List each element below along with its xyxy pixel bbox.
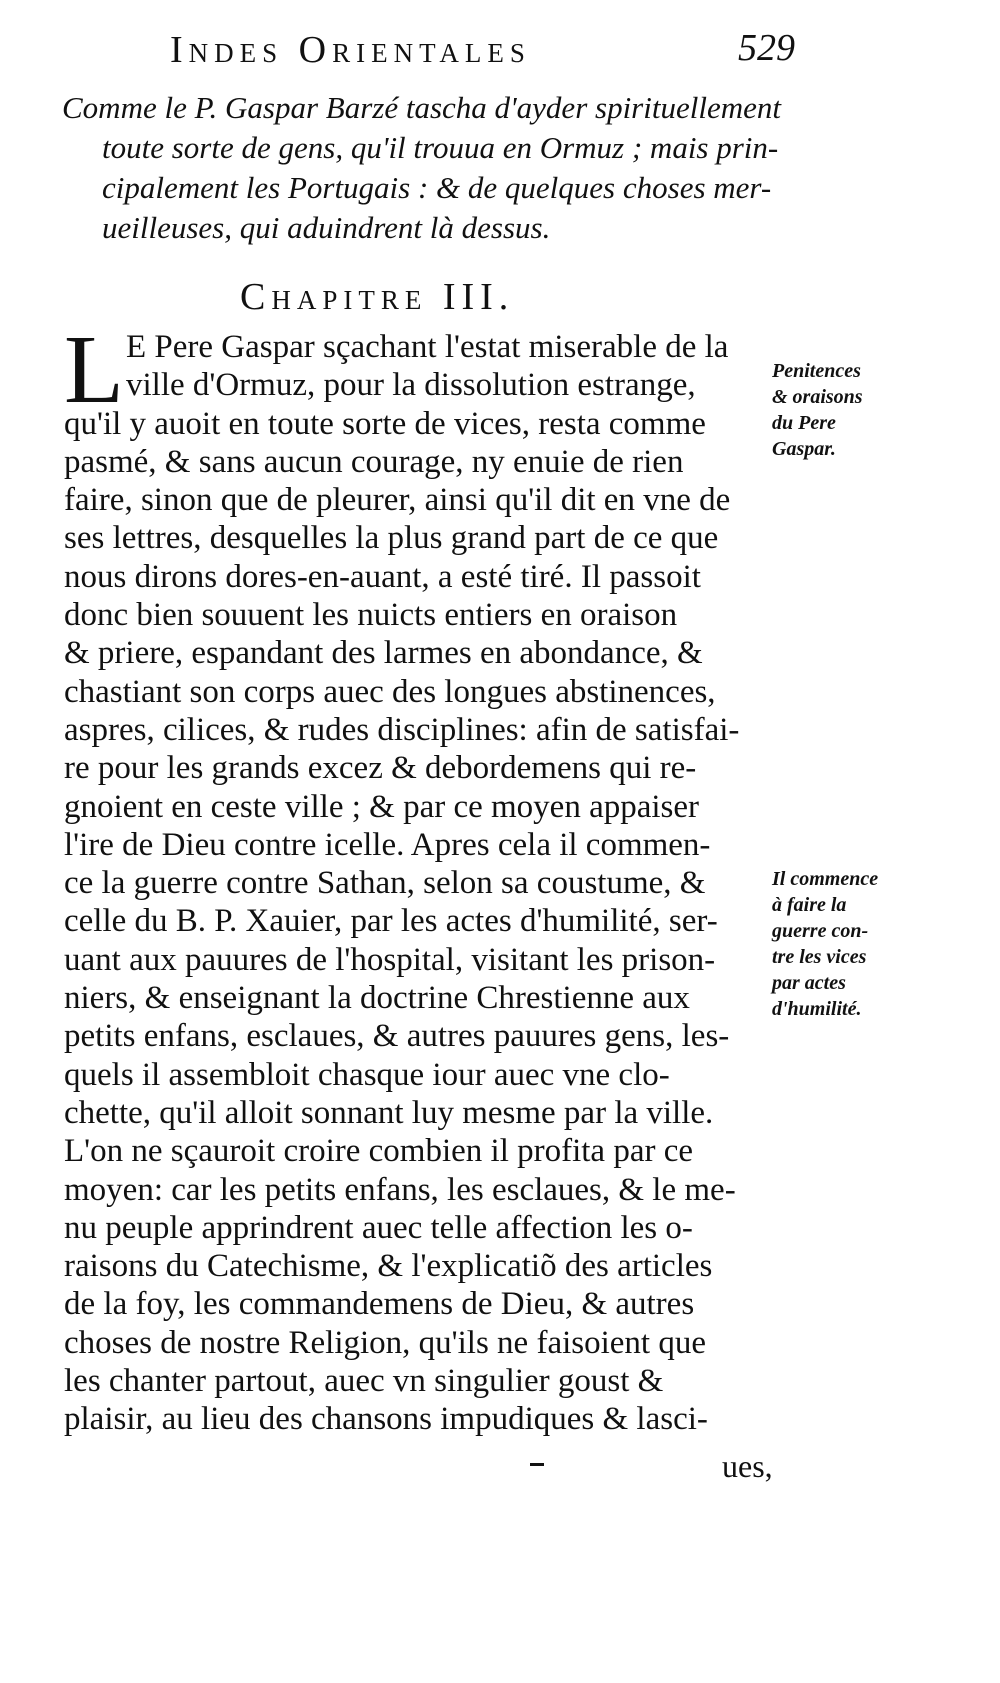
body-line: nous dirons dores-en-auant, a esté tiré. Il passoit [64, 558, 701, 595]
body-line: l'ire de Dieu contre icelle. Apres cela il commen- [64, 826, 711, 863]
body-line: choses de nostre Religion, qu'ils ne faisoient que [64, 1324, 706, 1361]
body-line: donc bien souuent les nuicts entiers en oraison [64, 597, 678, 634]
body-line: & priere, espandant des larmes en abondance, & [64, 635, 703, 672]
margin-note-line: tre les vices [772, 946, 867, 968]
body-line: nu peuple apprindrent auec telle affection les o- [64, 1209, 693, 1246]
body-line: ville d'Ormuz, pour la dissolution estrange, [126, 367, 696, 404]
chapter-title: Chapitre III. [240, 276, 515, 318]
margin-note-line: & oraisons [772, 386, 863, 408]
chapter-summary [62, 88, 822, 248]
body-line: aspres, cilices, & rudes disciplines: afin de satisfai- [64, 711, 740, 748]
margin-note-line: du Pere [772, 412, 836, 434]
page-number: 529 [738, 27, 795, 69]
running-head: Indes Orientales [170, 29, 531, 71]
margin-note-guerre [772, 866, 902, 1022]
body-line: niers, & enseignant la doctrine Chrestienne aux [64, 980, 690, 1017]
body-line: gnoient en ceste ville ; & par ce moyen appaiser [64, 788, 700, 825]
body-line: de la foy, les commandemens de Dieu, & autres [64, 1286, 695, 1323]
body-line: qu'il y auoit en toute sorte de vices, resta comme [64, 405, 706, 442]
margin-note-line: guerre con- [772, 920, 869, 942]
body-line: E Pere Gaspar sçachant l'estat miserable de la [126, 329, 729, 365]
body-line: ses lettres, desquelles la plus grand part de ce que [64, 520, 719, 557]
body-line: petits enfans, esclaues, & autres pauures gens, les- [64, 1018, 730, 1055]
body-line: pasmé, & sans aucun courage, ny enuie de rien [64, 443, 684, 480]
printer-mark [530, 1463, 544, 1466]
body-line: faire, sinon que de pleurer, ainsi qu'il dit en vne de [64, 482, 731, 519]
margin-note-line: Penitences [772, 360, 861, 382]
body-line: celle du B. P. Xauier, par les actes d'humilité, ser- [64, 903, 718, 940]
body-line: quels il assembloit chasque iour auec vne clo- [64, 1056, 670, 1093]
margin-note-line: Il commence [772, 868, 879, 890]
drop-cap: L [64, 316, 124, 424]
body-line: moyen: car les petits enfans, les esclaues, & le me- [64, 1171, 736, 1208]
margin-note-line: d'humilité. [772, 998, 862, 1020]
margin-note-line: Gaspar. [772, 438, 836, 460]
body-line: chastiant son corps auec des longues abstinences, [64, 673, 716, 710]
catchword: ues, [722, 1448, 773, 1484]
body-line: les chanter partout, auec vn singulier goust & [64, 1363, 664, 1400]
body-line: ce la guerre contre Sathan, selon sa coustume, & [64, 865, 706, 902]
body-text [64, 316, 824, 1439]
body-line: raisons du Catechisme, & l'explicatiõ des articles [64, 1248, 713, 1285]
body-line: chette, qu'il alloit sonnant luy mesme par la ville. [64, 1094, 714, 1131]
body-line: L'on ne sçauroit croire combien il profita par ce [64, 1133, 694, 1170]
body-line: uant aux pauures de l'hospital, visitant les prison- [64, 941, 716, 978]
summary-line: toute sorte de gens, qu'il trouua en Ormuz ; mais prin- [102, 130, 779, 165]
summary-line: Comme le P. Gaspar Barzé tascha d'ayder spirituellement [62, 90, 781, 125]
margin-note-line: à faire la [772, 894, 847, 916]
body-line: plaisir, au lieu des chansons impudiques & lasci- [64, 1401, 708, 1438]
body-line: re pour les grands excez & debordemens qui re- [64, 750, 697, 787]
summary-line: ueilleuses, qui aduindrent là dessus. [102, 210, 551, 245]
summary-line: cipalement les Portugais : & de quelques choses mer- [102, 170, 772, 205]
margin-note-penitences [772, 358, 902, 462]
margin-note-line: par actes [772, 972, 846, 994]
